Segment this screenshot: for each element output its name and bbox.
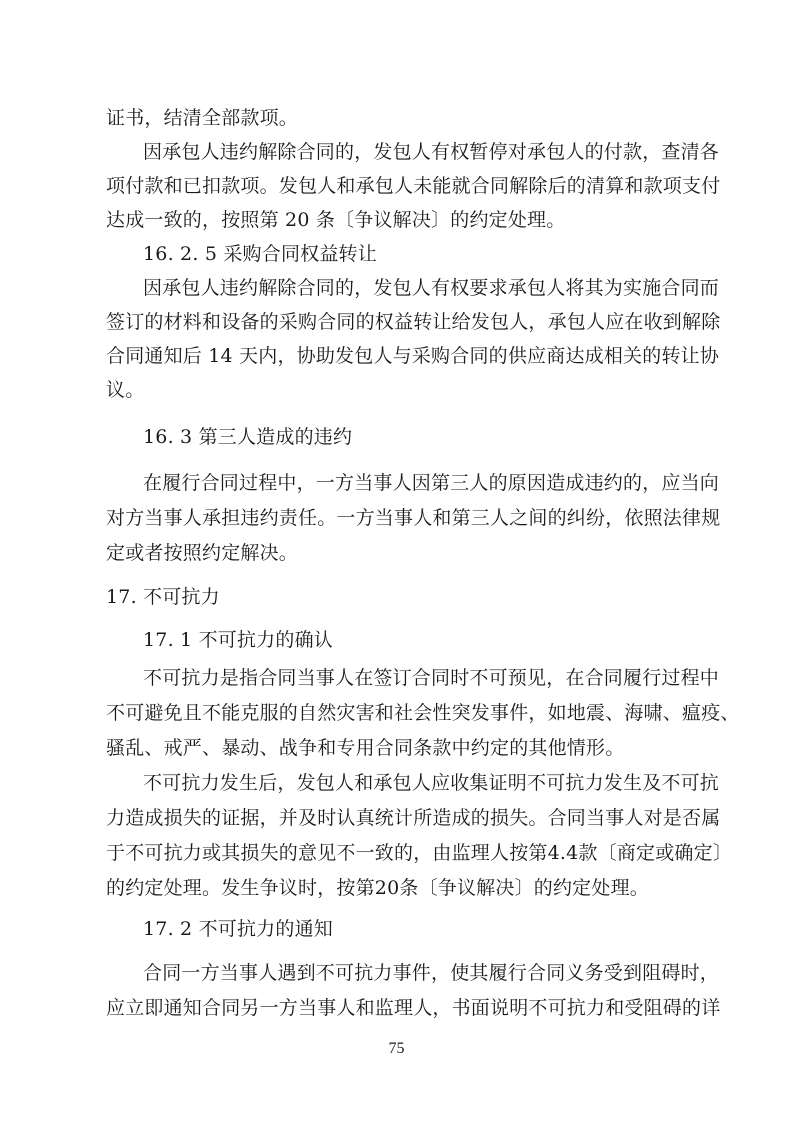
- text-line: 定或者按照约定解决。: [106, 542, 299, 564]
- text-line: 不可抗力发生后，发包人和承包人应收集证明不可抗力发生及不可抗: [143, 772, 720, 794]
- text-line: 达成一致的，按照第 20 条〔争议解决〕的约定处理。: [106, 209, 566, 231]
- text-line: 签订的材料和设备的采购合同的权益转让给发包人，承包人应在收到解除: [106, 311, 721, 333]
- text-line: 合同一方当事人遇到不可抗力事件，使其履行合同义务受到阻碍时，: [143, 962, 720, 984]
- section-heading: 16. 2. 5 采购合同权益转让: [143, 243, 377, 265]
- page-number: 75: [388, 1040, 405, 1057]
- text-line: 在履行合同过程中，一方当事人因第三人的原因造成违约的，应当向: [143, 472, 720, 494]
- section-heading: 17. 2 不可抗力的通知: [143, 918, 333, 940]
- text-line: 因承包人违约解除合同的，发包人有权暂停对承包人的付款，查清各: [143, 141, 720, 163]
- text-line: 项付款和已扣款项。发包人和承包人未能就合同解除后的清算和款项支付: [106, 175, 721, 197]
- text-line: 因承包人违约解除合同的，发包人有权要求承包人将其为实施合同而: [143, 277, 720, 299]
- text-line: 不可抗力是指合同当事人在签订合同时不可预见，在合同履行过程中: [143, 667, 720, 689]
- text-line: 议。: [106, 379, 145, 401]
- text-line: 证书，结清全部款项。: [106, 107, 299, 129]
- text-line: 于不可抗力或其损失的意见不一致的，由监理人按第4.4款〔商定或确定〕: [106, 842, 733, 864]
- text-line: 的约定处理。发生争议时，按第20条〔争议解决〕的约定处理。: [106, 877, 649, 899]
- text-line: 力造成损失的证据，并及时认真统计所造成的损失。合同当事人对是否属: [106, 807, 721, 829]
- text-line: 骚乱、戒严、暴动、战争和专用合同条款中约定的其他情形。: [106, 737, 625, 759]
- text-line: 应立即通知合同另一方当事人和监理人，书面说明不可抗力和受阻碍的详: [106, 997, 721, 1019]
- section-heading: 17. 1 不可抗力的确认: [143, 629, 333, 651]
- text-line: 合同通知后 14 天内，协助发包人与采购合同的供应商达成相关的转让协: [106, 345, 720, 367]
- text-line: 不可避免且不能克服的自然灾害和社会性突发事件，如地震、海啸、瘟疫、: [106, 702, 740, 724]
- chapter-heading: 17. 不可抗力: [106, 586, 220, 608]
- section-heading: 16. 3 第三人造成的违约: [143, 426, 353, 448]
- text-line: 对方当事人承担违约责任。一方当事人和第三人之间的纠纷，依照法律规: [106, 507, 721, 529]
